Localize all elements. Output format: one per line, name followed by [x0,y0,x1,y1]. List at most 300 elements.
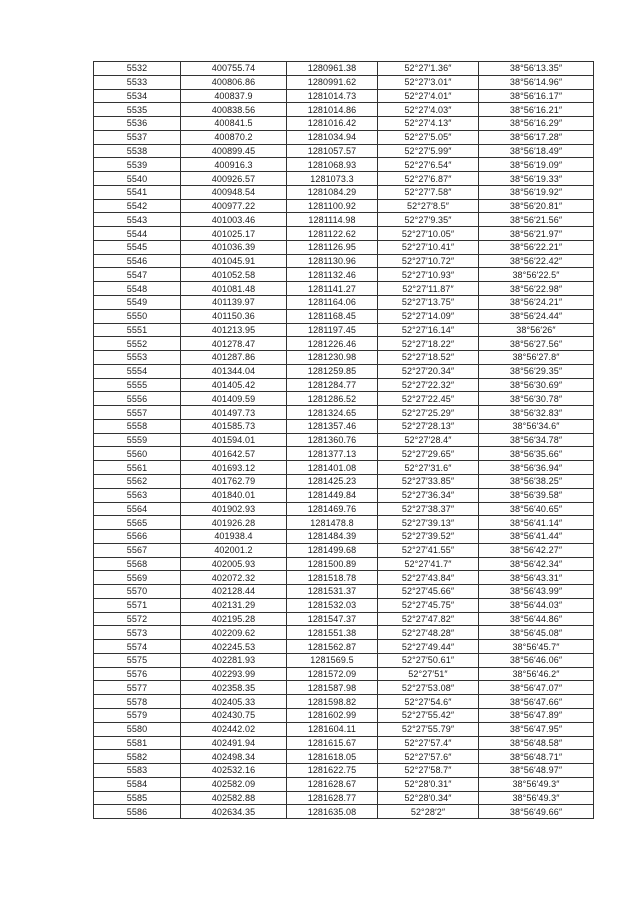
point-number-cell: 5551 [94,323,181,337]
y-coordinate-cell: 1281360.76 [287,433,378,447]
table-row [94,227,594,241]
y-coordinate-cell: 1281164.06 [287,296,378,310]
longitude-cell: 38°56′48.71″ [479,750,594,764]
point-number-cell: 5533 [94,75,181,89]
y-coordinate-cell: 1281100.92 [287,199,378,213]
x-coordinate-cell: 401150.36 [181,309,287,323]
y-coordinate-cell: 1281628.77 [287,791,378,805]
latitude-cell: 52°27′6.87″ [378,172,479,186]
table-row [94,516,594,530]
table-row [94,337,594,351]
point-number-cell: 5560 [94,447,181,461]
point-number-cell: 5571 [94,598,181,612]
longitude-cell: 38°56′47.95″ [479,722,594,736]
point-number-cell: 5543 [94,213,181,227]
x-coordinate-cell: 402358.35 [181,681,287,695]
point-number-cell: 5578 [94,695,181,709]
latitude-cell: 52°27′53.08″ [378,681,479,695]
x-coordinate-cell: 400837.9 [181,89,287,103]
table-row [94,681,594,695]
y-coordinate-cell: 1281587.98 [287,681,378,695]
longitude-cell: 38°56′42.34″ [479,557,594,571]
x-coordinate-cell: 402281.93 [181,653,287,667]
x-coordinate-cell: 401902.93 [181,502,287,516]
longitude-cell: 38°56′26″ [479,323,594,337]
latitude-cell: 52°27′6.54″ [378,158,479,172]
point-number-cell: 5570 [94,585,181,599]
point-number-cell: 5555 [94,378,181,392]
y-coordinate-cell: 1281034.94 [287,130,378,144]
latitude-cell: 52°27′58.7″ [378,764,479,778]
point-number-cell: 5559 [94,433,181,447]
latitude-cell: 52°27′51″ [378,667,479,681]
x-coordinate-cell: 400806.86 [181,75,287,89]
table-row [94,172,594,186]
y-coordinate-cell: 1281141.27 [287,282,378,296]
y-coordinate-cell: 1281068.93 [287,158,378,172]
x-coordinate-cell: 401213.95 [181,323,287,337]
x-coordinate-cell: 402195.28 [181,612,287,626]
y-coordinate-cell: 1281016.42 [287,117,378,131]
y-coordinate-cell: 1281284.77 [287,378,378,392]
table-row [94,254,594,268]
table-row [94,378,594,392]
point-number-cell: 5580 [94,722,181,736]
longitude-cell: 38°56′27.56″ [479,337,594,351]
point-number-cell: 5581 [94,736,181,750]
latitude-cell: 52°28′0.31″ [378,777,479,791]
y-coordinate-cell: 1281226.46 [287,337,378,351]
x-coordinate-cell: 402005.93 [181,557,287,571]
longitude-cell: 38°56′21.97″ [479,227,594,241]
point-number-cell: 5562 [94,474,181,488]
y-coordinate-cell: 1281628.67 [287,777,378,791]
latitude-cell: 52°27′10.72″ [378,254,479,268]
y-coordinate-cell: 1281230.98 [287,351,378,365]
x-coordinate-cell: 401278.47 [181,337,287,351]
table-row [94,736,594,750]
x-coordinate-cell: 401344.04 [181,364,287,378]
y-coordinate-cell: 1281122.62 [287,227,378,241]
x-coordinate-cell: 402072.32 [181,571,287,585]
x-coordinate-cell: 400948.54 [181,185,287,199]
point-number-cell: 5572 [94,612,181,626]
x-coordinate-cell: 401139.97 [181,296,287,310]
table-row [94,89,594,103]
latitude-cell: 52°27′4.03″ [378,103,479,117]
longitude-cell: 38°56′17.28″ [479,130,594,144]
point-number-cell: 5532 [94,62,181,76]
x-coordinate-cell: 400841.5 [181,117,287,131]
latitude-cell: 52°27′16.14″ [378,323,479,337]
y-coordinate-cell: 1281014.73 [287,89,378,103]
x-coordinate-cell: 401762.79 [181,474,287,488]
y-coordinate-cell: 1281449.84 [287,488,378,502]
latitude-cell: 52°27′4.13″ [378,117,479,131]
table-row [94,530,594,544]
latitude-cell: 52°27′8.5″ [378,199,479,213]
table-row [94,502,594,516]
longitude-cell: 38°56′49.3″ [479,777,594,791]
latitude-cell: 52°27′33.85″ [378,474,479,488]
x-coordinate-cell: 402405.33 [181,695,287,709]
latitude-cell: 52°27′57.6″ [378,750,479,764]
point-number-cell: 5557 [94,406,181,420]
table-row [94,213,594,227]
y-coordinate-cell: 1280961.38 [287,62,378,76]
latitude-cell: 52°27′10.41″ [378,240,479,254]
table-row [94,406,594,420]
latitude-cell: 52°27′41.55″ [378,543,479,557]
x-coordinate-cell: 401585.73 [181,419,287,433]
point-number-cell: 5575 [94,653,181,667]
point-number-cell: 5584 [94,777,181,791]
x-coordinate-cell: 402498.34 [181,750,287,764]
table-row [94,488,594,502]
table-row [94,433,594,447]
y-coordinate-cell: 1281622.75 [287,764,378,778]
y-coordinate-cell: 1281572.09 [287,667,378,681]
latitude-cell: 52°27′45.75″ [378,598,479,612]
y-coordinate-cell: 1281425.23 [287,474,378,488]
longitude-cell: 38°56′44.86″ [479,612,594,626]
latitude-cell: 52°27′11.87″ [378,282,479,296]
latitude-cell: 52°27′49.44″ [378,640,479,654]
y-coordinate-cell: 1281014.86 [287,103,378,117]
longitude-cell: 38°56′44.03″ [479,598,594,612]
latitude-cell: 52°27′39.13″ [378,516,479,530]
table-row [94,708,594,722]
latitude-cell: 52°27′4.01″ [378,89,479,103]
longitude-cell: 38°56′19.09″ [479,158,594,172]
longitude-cell: 38°56′20.81″ [479,199,594,213]
y-coordinate-cell: 1281602.99 [287,708,378,722]
point-number-cell: 5565 [94,516,181,530]
y-coordinate-cell: 1280991.62 [287,75,378,89]
point-number-cell: 5535 [94,103,181,117]
table-row [94,419,594,433]
longitude-cell: 38°56′22.42″ [479,254,594,268]
point-number-cell: 5579 [94,708,181,722]
table-row [94,75,594,89]
point-number-cell: 5537 [94,130,181,144]
x-coordinate-cell: 402430.75 [181,708,287,722]
table-row [94,722,594,736]
table-row [94,158,594,172]
longitude-cell: 38°56′35.66″ [479,447,594,461]
latitude-cell: 52°27′1.36″ [378,62,479,76]
y-coordinate-cell: 1281057.57 [287,144,378,158]
x-coordinate-cell: 402491.94 [181,736,287,750]
x-coordinate-cell: 402209.62 [181,626,287,640]
point-number-cell: 5568 [94,557,181,571]
y-coordinate-cell: 1281197.45 [287,323,378,337]
x-coordinate-cell: 402442.02 [181,722,287,736]
table-row [94,805,594,819]
x-coordinate-cell: 402001.2 [181,543,287,557]
longitude-cell: 38°56′49.3″ [479,791,594,805]
y-coordinate-cell: 1281132.46 [287,268,378,282]
latitude-cell: 52°27′13.75″ [378,296,479,310]
y-coordinate-cell: 1281547.37 [287,612,378,626]
longitude-cell: 38°56′24.44″ [479,309,594,323]
x-coordinate-cell: 400916.3 [181,158,287,172]
longitude-cell: 38°56′22.98″ [479,282,594,296]
y-coordinate-cell: 1281168.45 [287,309,378,323]
x-coordinate-cell: 402582.88 [181,791,287,805]
x-coordinate-cell: 401003.46 [181,213,287,227]
point-number-cell: 5553 [94,351,181,365]
longitude-cell: 38°56′47.66″ [479,695,594,709]
latitude-cell: 52°27′14.09″ [378,309,479,323]
latitude-cell: 52°27′18.52″ [378,351,479,365]
x-coordinate-cell: 400899.45 [181,144,287,158]
point-number-cell: 5577 [94,681,181,695]
y-coordinate-cell: 1281562.87 [287,640,378,654]
point-number-cell: 5558 [94,419,181,433]
point-number-cell: 5573 [94,626,181,640]
point-number-cell: 5536 [94,117,181,131]
latitude-cell: 52°27′10.93″ [378,268,479,282]
longitude-cell: 38°56′43.99″ [479,585,594,599]
longitude-cell: 38°56′45.08″ [479,626,594,640]
coordinates-table-body [94,62,594,819]
longitude-cell: 38°56′14.96″ [479,75,594,89]
latitude-cell: 52°27′38.37″ [378,502,479,516]
latitude-cell: 52°27′28.4″ [378,433,479,447]
latitude-cell: 52°27′22.32″ [378,378,479,392]
latitude-cell: 52°27′55.42″ [378,708,479,722]
latitude-cell: 52°27′41.7″ [378,557,479,571]
table-row [94,695,594,709]
y-coordinate-cell: 1281500.89 [287,557,378,571]
table-row [94,323,594,337]
y-coordinate-cell: 1281469.76 [287,502,378,516]
longitude-cell: 38°56′45.7″ [479,640,594,654]
y-coordinate-cell: 1281324.65 [287,406,378,420]
x-coordinate-cell: 402131.29 [181,598,287,612]
latitude-cell: 52°27′57.4″ [378,736,479,750]
point-number-cell: 5574 [94,640,181,654]
point-number-cell: 5566 [94,530,181,544]
x-coordinate-cell: 401081.48 [181,282,287,296]
point-number-cell: 5567 [94,543,181,557]
table-row [94,667,594,681]
y-coordinate-cell: 1281635.08 [287,805,378,819]
longitude-cell: 38°56′40.65″ [479,502,594,516]
longitude-cell: 38°56′13.35″ [479,62,594,76]
longitude-cell: 38°56′19.33″ [479,172,594,186]
table-row [94,543,594,557]
point-number-cell: 5538 [94,144,181,158]
x-coordinate-cell: 402293.99 [181,667,287,681]
longitude-cell: 38°56′30.69″ [479,378,594,392]
y-coordinate-cell: 1281484.39 [287,530,378,544]
latitude-cell: 52°27′50.61″ [378,653,479,667]
point-number-cell: 5582 [94,750,181,764]
longitude-cell: 38°56′27.8″ [479,351,594,365]
table-row [94,474,594,488]
longitude-cell: 38°56′29.35″ [479,364,594,378]
longitude-cell: 38°56′16.17″ [479,89,594,103]
longitude-cell: 38°56′22.21″ [479,240,594,254]
y-coordinate-cell: 1281114.98 [287,213,378,227]
x-coordinate-cell: 400926.57 [181,172,287,186]
latitude-cell: 52°27′31.6″ [378,461,479,475]
x-coordinate-cell: 401693.12 [181,461,287,475]
x-coordinate-cell: 400755.74 [181,62,287,76]
point-number-cell: 5585 [94,791,181,805]
table-row [94,791,594,805]
latitude-cell: 52°27′29.65″ [378,447,479,461]
table-row [94,62,594,76]
latitude-cell: 52°27′43.84″ [378,571,479,585]
longitude-cell: 38°56′36.94″ [479,461,594,475]
y-coordinate-cell: 1281073.3 [287,172,378,186]
latitude-cell: 52°27′39.52″ [378,530,479,544]
x-coordinate-cell: 401025.17 [181,227,287,241]
x-coordinate-cell: 401840.01 [181,488,287,502]
point-number-cell: 5556 [94,392,181,406]
point-number-cell: 5550 [94,309,181,323]
point-number-cell: 5541 [94,185,181,199]
point-number-cell: 5569 [94,571,181,585]
latitude-cell: 52°27′9.35″ [378,213,479,227]
table-row [94,117,594,131]
x-coordinate-cell: 401594.01 [181,433,287,447]
point-number-cell: 5540 [94,172,181,186]
latitude-cell: 52°27′20.34″ [378,364,479,378]
latitude-cell: 52°27′36.34″ [378,488,479,502]
table-row [94,268,594,282]
latitude-cell: 52°27′47.82″ [378,612,479,626]
longitude-cell: 38°56′18.49″ [479,144,594,158]
y-coordinate-cell: 1281130.96 [287,254,378,268]
y-coordinate-cell: 1281551.38 [287,626,378,640]
x-coordinate-cell: 401036.39 [181,240,287,254]
x-coordinate-cell: 400977.22 [181,199,287,213]
x-coordinate-cell: 400870.2 [181,130,287,144]
y-coordinate-cell: 1281357.46 [287,419,378,433]
table-row [94,309,594,323]
table-row [94,392,594,406]
y-coordinate-cell: 1281531.37 [287,585,378,599]
table-row [94,571,594,585]
table-row [94,130,594,144]
x-coordinate-cell: 401409.59 [181,392,287,406]
table-row [94,296,594,310]
longitude-cell: 38°56′38.25″ [479,474,594,488]
longitude-cell: 38°56′41.44″ [479,530,594,544]
y-coordinate-cell: 1281084.29 [287,185,378,199]
y-coordinate-cell: 1281615.67 [287,736,378,750]
y-coordinate-cell: 1281532.03 [287,598,378,612]
table-row [94,144,594,158]
point-number-cell: 5542 [94,199,181,213]
y-coordinate-cell: 1281499.68 [287,543,378,557]
y-coordinate-cell: 1281604.11 [287,722,378,736]
point-number-cell: 5586 [94,805,181,819]
table-row [94,777,594,791]
latitude-cell: 52°27′7.58″ [378,185,479,199]
table-row [94,282,594,296]
table-row [94,557,594,571]
latitude-cell: 52°27′28.13″ [378,419,479,433]
y-coordinate-cell: 1281126.95 [287,240,378,254]
x-coordinate-cell: 401405.42 [181,378,287,392]
x-coordinate-cell: 400838.56 [181,103,287,117]
x-coordinate-cell: 402128.44 [181,585,287,599]
longitude-cell: 38°56′39.58″ [479,488,594,502]
latitude-cell: 52°27′55.79″ [378,722,479,736]
point-number-cell: 5544 [94,227,181,241]
point-number-cell: 5546 [94,254,181,268]
longitude-cell: 38°56′41.14″ [479,516,594,530]
point-number-cell: 5548 [94,282,181,296]
longitude-cell: 38°56′19.92″ [479,185,594,199]
point-number-cell: 5549 [94,296,181,310]
x-coordinate-cell: 401497.73 [181,406,287,420]
x-coordinate-cell: 402582.09 [181,777,287,791]
x-coordinate-cell: 402532.16 [181,764,287,778]
longitude-cell: 38°56′47.89″ [479,708,594,722]
y-coordinate-cell: 1281478.8 [287,516,378,530]
x-coordinate-cell: 401938.4 [181,530,287,544]
latitude-cell: 52°27′22.45″ [378,392,479,406]
point-number-cell: 5534 [94,89,181,103]
latitude-cell: 52°27′48.28″ [378,626,479,640]
longitude-cell: 38°56′49.66″ [479,805,594,819]
longitude-cell: 38°56′46.2″ [479,667,594,681]
point-number-cell: 5545 [94,240,181,254]
point-number-cell: 5547 [94,268,181,282]
point-number-cell: 5564 [94,502,181,516]
x-coordinate-cell: 401926.28 [181,516,287,530]
table-row [94,103,594,117]
longitude-cell: 38°56′43.31″ [479,571,594,585]
point-number-cell: 5561 [94,461,181,475]
latitude-cell: 52°27′10.05″ [378,227,479,241]
table-row [94,351,594,365]
longitude-cell: 38°56′16.21″ [479,103,594,117]
latitude-cell: 52°27′54.6″ [378,695,479,709]
table-row [94,640,594,654]
point-number-cell: 5576 [94,667,181,681]
table-row [94,185,594,199]
point-number-cell: 5563 [94,488,181,502]
latitude-cell: 52°27′18.22″ [378,337,479,351]
coordinates-table [93,61,594,819]
y-coordinate-cell: 1281598.82 [287,695,378,709]
x-coordinate-cell: 401642.57 [181,447,287,461]
table-row [94,626,594,640]
y-coordinate-cell: 1281401.08 [287,461,378,475]
longitude-cell: 38°56′46.06″ [479,653,594,667]
latitude-cell: 52°27′3.01″ [378,75,479,89]
latitude-cell: 52°27′5.05″ [378,130,479,144]
table-row [94,612,594,626]
longitude-cell: 38°56′16.29″ [479,117,594,131]
longitude-cell: 38°56′34.6″ [479,419,594,433]
point-number-cell: 5552 [94,337,181,351]
x-coordinate-cell: 401287.86 [181,351,287,365]
point-number-cell: 5539 [94,158,181,172]
table-row [94,447,594,461]
latitude-cell: 52°28′2″ [378,805,479,819]
longitude-cell: 38°56′48.97″ [479,764,594,778]
x-coordinate-cell: 401045.91 [181,254,287,268]
latitude-cell: 52°27′5.99″ [378,144,479,158]
